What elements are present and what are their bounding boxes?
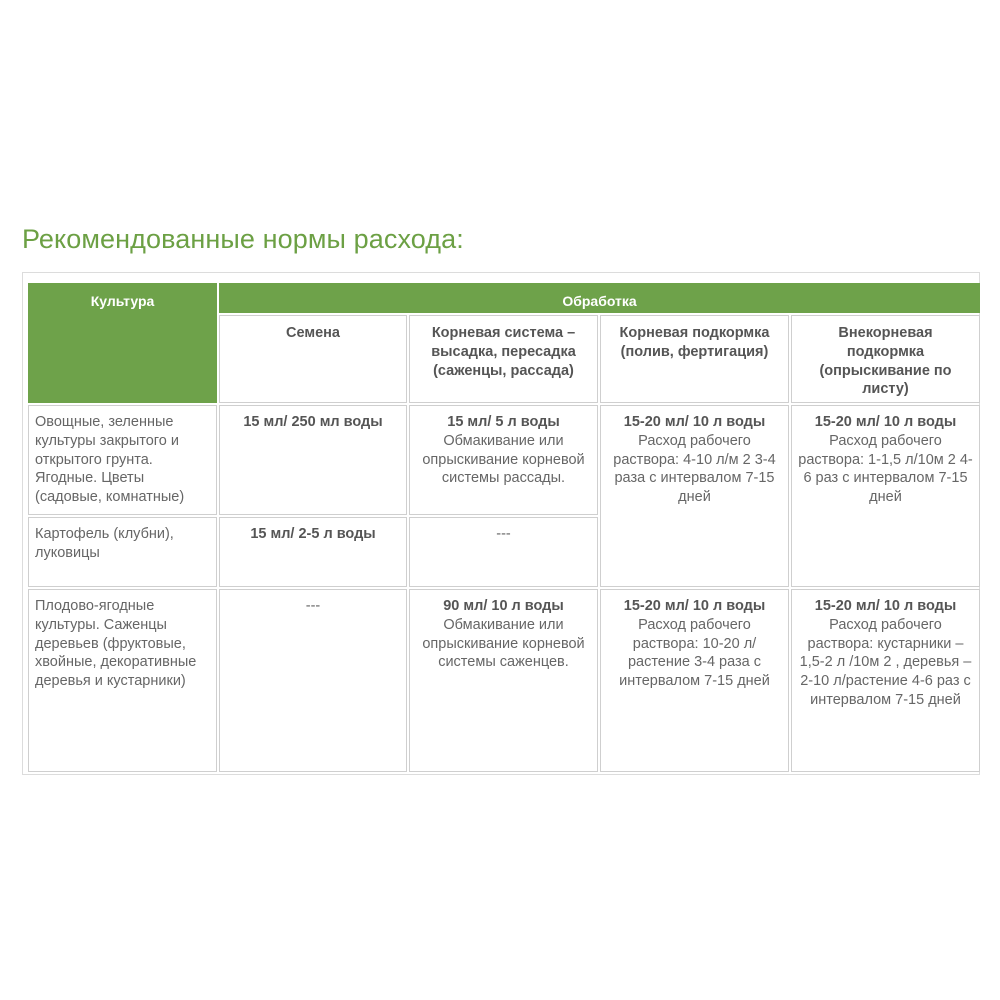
feed-dose: 15-20 мл/ 10 л воды	[623, 414, 766, 430]
table-row	[28, 405, 980, 515]
seeds-cell	[219, 517, 407, 587]
feed-cell	[600, 589, 789, 772]
roots-cell	[409, 405, 598, 515]
header-root-feeding: Корневая подкормка (полив, фертигация)	[600, 315, 789, 403]
seeds-note: ---	[305, 598, 321, 614]
header-processing: Обработка	[219, 283, 980, 313]
feed-dose: 15-20 мл/ 10 л воды	[623, 598, 766, 614]
crop-cell: Овощные, зеленные культуры закрытого и открытого грунта. Ягодные. Цветы (садовые, комнатные)	[28, 405, 217, 515]
seeds-cell	[219, 589, 407, 772]
crop-cell: Плодово-ягодные культуры. Саженцы деревьев (фруктовые, хвойные, декоративные деревья и кустарники)	[28, 589, 217, 772]
page-title: Рекомендованные нормы расхода:	[22, 224, 464, 254]
roots-note: Обмакивание или опрыскивание корневой системы рассады.	[422, 432, 585, 487]
seeds-dose: 15 мл/ 250 мл воды	[243, 414, 383, 430]
foliar-note: Расход рабочего раствора: 1-1,5 л/10м 2 4-6 раз с интервалом 7-15 дней	[798, 432, 973, 506]
feed-cell	[600, 405, 789, 587]
foliar-dose: 15-20 мл/ 10 л воды	[814, 414, 957, 430]
feed-note: Расход рабочего раствора: 4-10 л/м 2 3-4 раза с интервалом 7-15 дней	[613, 432, 776, 506]
foliar-dose: 15-20 мл/ 10 л воды	[814, 598, 957, 614]
foliar-note: Расход рабочего раствора: кустарники – 1,5-2 л /10м 2 , деревья – 2-10 л/растение 4-6 раз с интервалом 7-15 дней	[799, 616, 972, 708]
feed-note: Расход рабочего раствора: 10-20 л/ растение 3-4 раза с интервалом 7-15 дней	[619, 616, 770, 690]
crop-cell: Картофель (клубни), луковицы	[28, 517, 217, 587]
header-foliar-feeding: Внекорневая подкормка (опрыскивание по листу)	[791, 315, 980, 403]
foliar-cell	[791, 589, 980, 772]
table-row	[28, 589, 980, 772]
roots-note: ---	[496, 526, 511, 542]
header-root-system: Корневая система – высадка, пересадка (саженцы, рассада)	[409, 315, 598, 403]
roots-dose: 15 мл/ 5 л воды	[447, 414, 560, 430]
foliar-cell	[791, 405, 980, 587]
roots-cell	[409, 517, 598, 587]
seeds-dose: 15 мл/ 2-5 л воды	[250, 526, 376, 542]
header-seeds: Семена	[219, 315, 407, 403]
seeds-cell	[219, 405, 407, 515]
roots-dose: 90 мл/ 10 л воды	[443, 598, 564, 614]
roots-cell	[409, 589, 598, 772]
header-culture: Культура	[28, 283, 217, 403]
dosage-table	[26, 281, 982, 774]
roots-note: Обмакивание или опрыскивание корневой системы саженцев.	[422, 616, 585, 671]
table-header-row	[28, 283, 980, 313]
